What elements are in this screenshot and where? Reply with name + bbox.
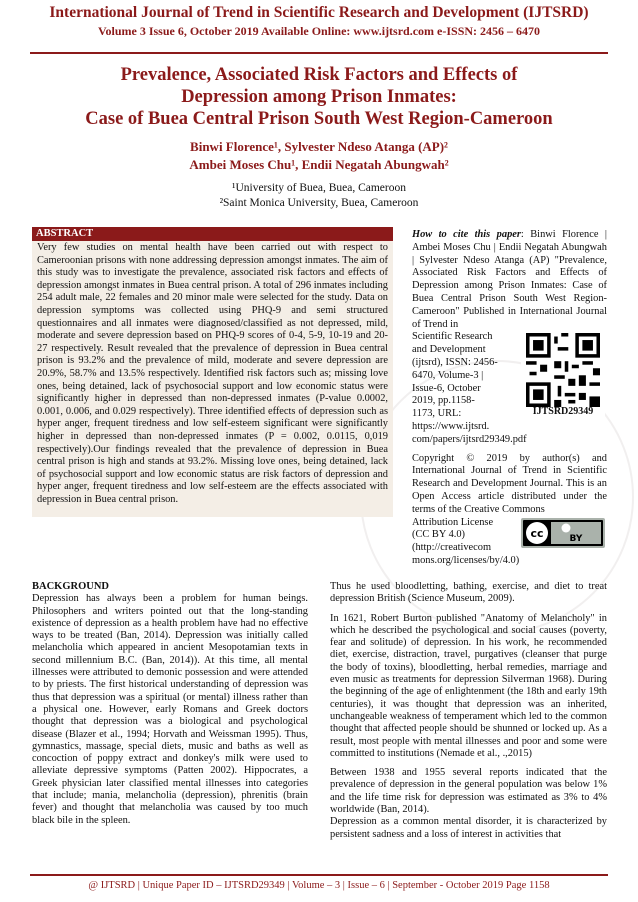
authors-line: Ambei Moses Chu¹, Endii Negatah Abungwah² (189, 157, 449, 172)
journal-title: International Journal of Trend in Scientific Research and Development (IJTSRD) (49, 4, 589, 21)
affiliations (0, 181, 638, 211)
citation-label: How to cite this paper (412, 229, 521, 240)
body-paragraph: Thus he used bloodletting, bathing, exercise, and diet to treat depression British (Science Museum, 2009). (330, 581, 607, 605)
authors (0, 138, 638, 174)
body-right-column (330, 581, 607, 848)
body-paragraph: In 1621, Robert Burton published "Anatomy of Melancholy" in which he described the psychological and social causes (poverty, fear and solitude) of depression. In his work, he recommended diet, exercise, distraction, travel, purgatives (cleanser that purge the body of toxins), bloodletting, herbal remedies, marriage and even music as treatments for depression Silverman 1968). During the beginning of the age of enlightenment (the 18th and early 19th centuries), it was thought that depression was an inherited, unchangeable weakness of temperament which led to the common thought that affected people should be shunned or locked up. As a result, most people with mental illnesses and poor and some were committed to institutions (Nemade et al., .,2015) (330, 612, 607, 759)
cc-badge-label: BY (569, 534, 583, 544)
cc-line: (http://creativecom (412, 542, 492, 554)
copyright-text: Copyright © 2019 by author(s) and International Journal of Trend in Scientific Research and Development Journal. This is an Open Access article distributed under the terms of the Creative Commons (412, 452, 607, 515)
cc-narrow (412, 517, 516, 555)
paper-title-line: Depression among Prison Inmates: (181, 87, 457, 107)
cc-line: (CC BY 4.0) (412, 529, 466, 541)
citation-line: 2019, pp.1158- (412, 395, 475, 407)
citation-narrow (412, 331, 516, 433)
paper-title-line: Prevalence, Associated Risk Factors and Effects of (120, 65, 518, 85)
qr-code-icon (521, 333, 605, 407)
affiliation: ²Saint Monica University, Buea, Cameroon (219, 197, 419, 209)
citation-line: and Development (412, 344, 486, 356)
abstract-box (32, 227, 393, 517)
cc-badge (521, 518, 605, 548)
svg-text:cc: cc (530, 527, 544, 540)
cc-line: Attribution License (412, 516, 494, 528)
header-rule (30, 52, 608, 54)
citation-line: https://www.ijtsrd. (412, 420, 490, 432)
page-footer: @ IJTSRD | Unique Paper ID – IJTSRD29349 | Volume – 3 | Issue – 6 | September - October 2019 Page 1158 (88, 880, 550, 891)
body-paragraph: Depression has always been a problem for human beings. Philosophers and writers pointed out that the long-standing existence of depression as a health problem have had no effective ways to be treated (Ban, 2014). Depression was initially called melancholia which appeared in ancient Mesopotamian texts in second millennium B.C. (Ban, 2014)). At this time, all mental illnesses were attributed to demonic possession and were attended to by priests. The first historical understanding of depression was thus that depression was a spiritual (or mental) illness rather than a physical one. However, early Romans and Greek doctors thought that depression was a biological and psychological disease (Blazer et al., 1994; Horvath and Weissman 1995). Thus, gymnastics, massage, special diets, music and baths as well as concoction of poppy extract and donkey's milk were used to alleviate depressive symptoms (Patten 2002). Hippocrates, a Greek physician later classified mental illnesses into categories that include; mania, melancholia (depression), phrenitis (brain fever) and thought that melancholia was caused by too much black bile in the spleen. (32, 593, 308, 826)
body-left-column (32, 581, 308, 827)
footer-rule (30, 874, 608, 876)
cc-license-url[interactable]: mons.org/licenses/by/4.0) (412, 554, 520, 566)
qr-label: IJTSRD29349 (532, 406, 594, 417)
affiliation: ¹University of Buea, Buea, Cameroon (232, 182, 406, 194)
creative-commons-icon (521, 518, 605, 548)
abstract-text: Very few studies on mental health have been carried out with respect to Cameroonian prisons with none addressing depression amongst inmates. The aim of this study was to investigate the prevalence, associated risk factors and effects of depression amongst inmates in Buea central prison. A total of 296 inmates including 254 adult male, 22 females and 20 minor male were selected for the study. Data on depression symptoms was collected using PHQ-9 and semi structured questionnaires and all inmates were diagnosed/classified as not depressed, mild, moderate and severe depression based on PHQ-9 scores of 0-4, 5-9, 10-19 and 20-27 respectively. Result revealed that the prevalence of depression in Buea central prison is 93.2% and the prevalence of mild, moderate and severe depression are 20.9%, 58.7% and 13.5% respectively. Identified risk factors such as; missing love ones, being detained, lack of psychosocial support and low economic status were significantly higher in depressed than non-depressed inmates (P-value 0.0002, 0.001, 0.006, and 0.029 respectively). Three identified effects of depression such as hyper anger, frequent tiredness and low self-esteem significant were significantly higher in depressed than non-depressed inmates (P = 0.002, 0.0115, 0,019 respectively).Our findings revealed that the prevalence of depression in Buea central prison is high and stands at 93.2%. Missing love ones, being detained, lack of psychosocial support and low economic status are risk factors of depression and hyper anger, frequent tiredness and low self-esteem are the effects associated with depression in Buea central prison. (37, 242, 388, 505)
citation-url[interactable]: com/papers/ijtsrd29349.pdf (412, 433, 527, 445)
citation-line: Scientific Research (412, 331, 493, 343)
qr-code (521, 333, 605, 417)
citation-line: (ijtsrd), ISSN: 2456- (412, 356, 498, 368)
body-paragraph: Between 1938 and 1955 several reports indicated that the prevalence of depression in the general population was below 1% and the life time risk for depression was estimated as 3% to 4% worldwide (Ban, 2014). (330, 767, 607, 816)
citation-line: Issue-6, October (412, 382, 481, 394)
citation-line: 1173, URL: (412, 408, 462, 420)
paper-title-line: Case of Buea Central Prison South West Region-Cameroon (85, 109, 553, 129)
paper-title (0, 64, 638, 130)
authors-line: Binwi Florence¹, Sylvester Ndeso Atanga (AP)² (190, 139, 448, 154)
section-heading: BACKGROUND (32, 581, 110, 592)
citation-line: 6470, Volume-3 | (412, 369, 484, 381)
abstract-heading: ABSTRACT (32, 227, 393, 241)
citation-text: : Binwi Florence | Ambei Moses Chu | Endii Negatah Abungwah | Sylvester Ndeso Atanga (AP) "Prevalence, Associated Risk Factors and Effects of Depression among Prison Inmates: Case of Buea Central Prison South West Region-Cameroon" Published in International Journal of Trend in (412, 229, 607, 330)
body-paragraph: Depression as a common mental disorder, it is characterized by persistent sadness and a loss of interest in activities that (330, 816, 607, 840)
journal-subtitle: Volume 3 Issue 6, October 2019 Available Online: www.ijtsrd.com e-ISSN: 2456 – 6470 (97, 24, 541, 38)
